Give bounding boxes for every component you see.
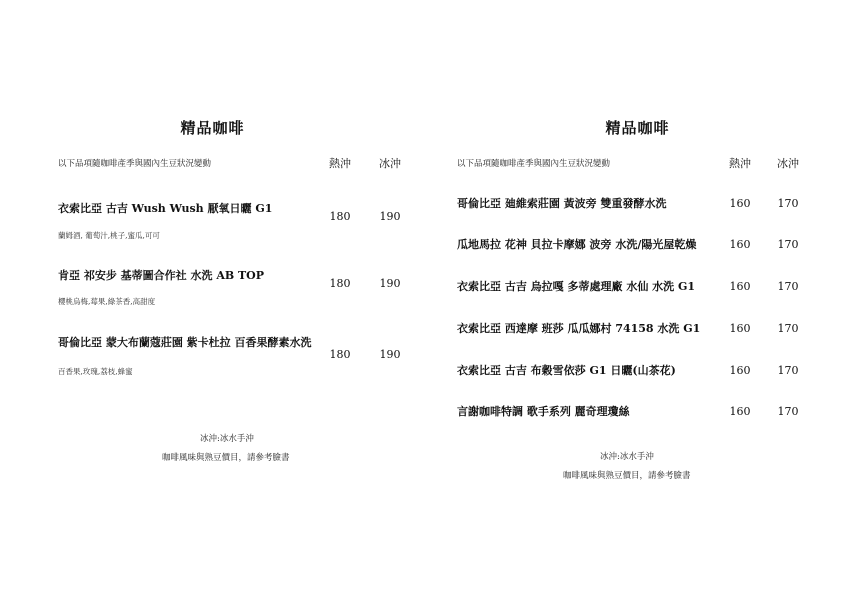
price-hot: 160 <box>729 280 751 293</box>
price-hot: 160 <box>729 405 751 418</box>
item-name: 言謝咖啡特調 歌手系列 麗奇理瓊絲 <box>457 405 630 418</box>
header-ice: 冰沖 <box>379 157 401 170</box>
header-hot: 熱沖 <box>329 157 351 170</box>
footer-line-1: 冰沖:冰水手沖 <box>200 434 254 444</box>
footer-line-1: 冰沖:冰水手沖 <box>600 452 654 462</box>
price-ice: 190 <box>379 348 401 361</box>
menu-note: 以下品項隨咖啡產季與國內生豆狀況變動 <box>457 159 611 169</box>
price-ice: 170 <box>777 364 799 377</box>
item-name: 哥倫比亞 廸維索莊園 黃波旁 雙重發酵水洗 <box>457 197 667 210</box>
price-hot: 180 <box>329 348 351 361</box>
price-hot: 160 <box>729 238 751 251</box>
price-ice: 170 <box>777 197 799 210</box>
right-menu-page <box>425 0 850 600</box>
item-name: 衣索比亞 古吉 烏拉嘎 多蒂處理廠 水仙 水洗 G1 <box>457 280 696 293</box>
footer-line-2: 咖啡風味與熟豆價目，請參考臉書 <box>162 453 290 463</box>
item-name: 衣索比亞 西達摩 班莎 瓜瓜娜村 74158 水洗 G1 <box>457 322 701 335</box>
price-hot: 180 <box>329 277 351 290</box>
item-flavor: 櫻桃烏梅,莓果,綠茶香,高甜度 <box>58 297 156 306</box>
price-ice: 170 <box>777 405 799 418</box>
menu-note: 以下品項隨咖啡產季與國內生豆狀況變動 <box>58 159 212 169</box>
header-ice: 冰沖 <box>777 157 799 170</box>
header-hot: 熱沖 <box>729 157 751 170</box>
item-name: 哥倫比亞 蒙大布蘭蔻莊園 紫卡杜拉 百香果酵素水洗 <box>58 336 312 349</box>
footer-line-2: 咖啡風味與熟豆價目，請參考臉書 <box>563 471 691 481</box>
item-name: 衣索比亞 古吉 Wush Wush 厭氧日曬 G1 <box>58 202 273 215</box>
item-flavor: 百香果,玫瑰,荔枝,蜂蜜 <box>58 367 133 376</box>
price-ice: 190 <box>379 277 401 290</box>
item-name: 肯亞 祁安步 基蒂圖合作社 水洗 AB TOP <box>58 269 265 282</box>
price-ice: 170 <box>777 322 799 335</box>
item-name: 瓜地馬拉 花神 貝拉卡摩娜 波旁 水洗/陽光屋乾燥 <box>457 238 697 251</box>
price-ice: 190 <box>379 210 401 223</box>
price-hot: 160 <box>729 197 751 210</box>
price-hot: 160 <box>729 364 751 377</box>
price-hot: 160 <box>729 322 751 335</box>
menu-title: 精品咖啡 <box>180 119 245 137</box>
menu-title: 精品咖啡 <box>605 119 670 137</box>
price-ice: 170 <box>777 238 799 251</box>
item-flavor: 蘭姆酒, 葡萄汁,桃子,蜜瓜,可可 <box>58 231 160 240</box>
price-hot: 180 <box>329 210 351 223</box>
item-name: 衣索比亞 古吉 布穀雪依莎 G1 日曬(山茶花) <box>457 364 676 377</box>
price-ice: 170 <box>777 280 799 293</box>
